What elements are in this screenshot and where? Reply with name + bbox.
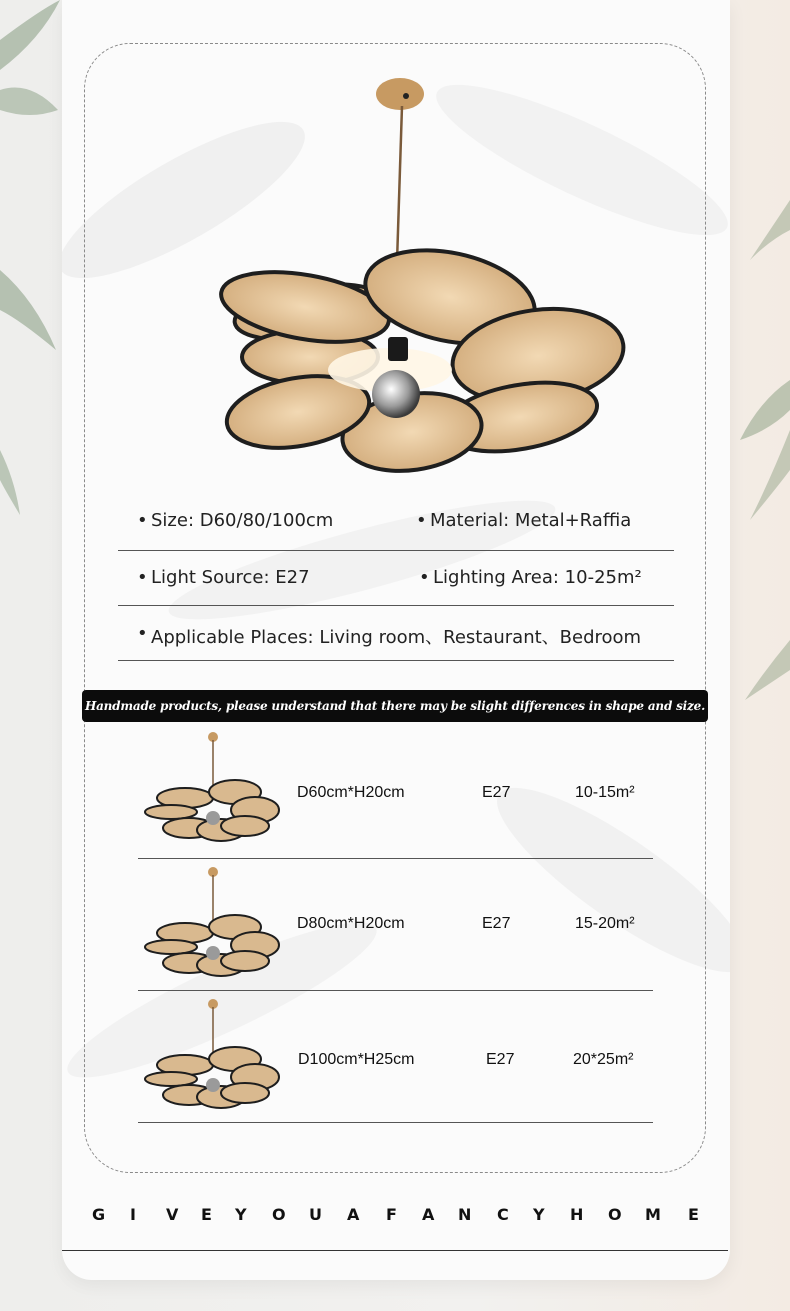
- handmade-notice-text: Handmade products, please understand that there may be slight differences in shape and size.: [84, 699, 706, 713]
- tagline-letter: I: [130, 1205, 136, 1224]
- lamp-thumbnail-d80: [143, 865, 283, 980]
- spec-bullet: •: [137, 567, 148, 588]
- spec-bullet: •: [137, 510, 148, 531]
- variant-area: 20*25m²: [573, 1051, 634, 1068]
- tagline-letter: G: [92, 1205, 106, 1224]
- variant-socket: E27: [482, 915, 511, 932]
- tagline-letter: E: [201, 1205, 212, 1224]
- variant-dimensions: D80cm*H20cm: [297, 915, 405, 932]
- tagline-letter: O: [608, 1205, 622, 1224]
- tagline-letter: Y: [533, 1205, 545, 1224]
- variant-area: 10-15m²: [575, 784, 635, 801]
- handmade-notice-banner: [82, 690, 708, 722]
- pendant-lamp-image: [150, 72, 640, 482]
- variant-socket: E27: [482, 784, 511, 801]
- tagline-letter: M: [645, 1205, 661, 1224]
- tagline-letter: V: [166, 1205, 179, 1224]
- tagline-letter: F: [386, 1205, 397, 1224]
- tagline-letter: O: [272, 1205, 286, 1224]
- tagline-letter: Y: [235, 1205, 247, 1224]
- tagline-letter: E: [688, 1205, 699, 1224]
- tagline-letter: N: [458, 1205, 472, 1224]
- variant-socket: E27: [486, 1051, 515, 1068]
- divider: [118, 605, 674, 606]
- variant-dimensions: D100cm*H25cm: [298, 1051, 415, 1068]
- spec-bullet: •: [419, 567, 430, 588]
- tagline-letter: U: [309, 1205, 322, 1224]
- spec-material: Material: Metal+Raffia: [430, 510, 632, 531]
- spec-bullet: •: [416, 510, 427, 531]
- footer-divider: [62, 1250, 728, 1251]
- spec-light-source: Light Source: E27: [151, 567, 310, 588]
- spec-size: Size: D60/80/100cm: [151, 510, 334, 531]
- lamp-thumbnail-d100: [143, 997, 283, 1112]
- divider: [118, 550, 674, 551]
- bamboo-leaf-decor-left: [0, 0, 70, 520]
- tagline-letter: H: [570, 1205, 584, 1224]
- spec-places: Applicable Places: Living room、Restaurant、Bedroom: [151, 627, 642, 648]
- brand-tagline: [92, 1205, 704, 1229]
- variant-area: 15-20m²: [575, 915, 635, 932]
- divider: [118, 660, 674, 661]
- variant-dimensions: D60cm*H20cm: [297, 784, 405, 801]
- tagline-letter: C: [497, 1205, 509, 1224]
- spec-lighting-area: Lighting Area: 10-25m²: [433, 567, 642, 588]
- spec-bullet: •: [137, 623, 148, 644]
- tagline-letter: A: [347, 1205, 360, 1224]
- divider: [138, 1122, 653, 1123]
- divider: [138, 990, 653, 991]
- divider: [138, 858, 653, 859]
- bamboo-leaf-decor-right: [730, 180, 790, 720]
- lamp-thumbnail-d60: [143, 730, 283, 845]
- tagline-letter: A: [422, 1205, 435, 1224]
